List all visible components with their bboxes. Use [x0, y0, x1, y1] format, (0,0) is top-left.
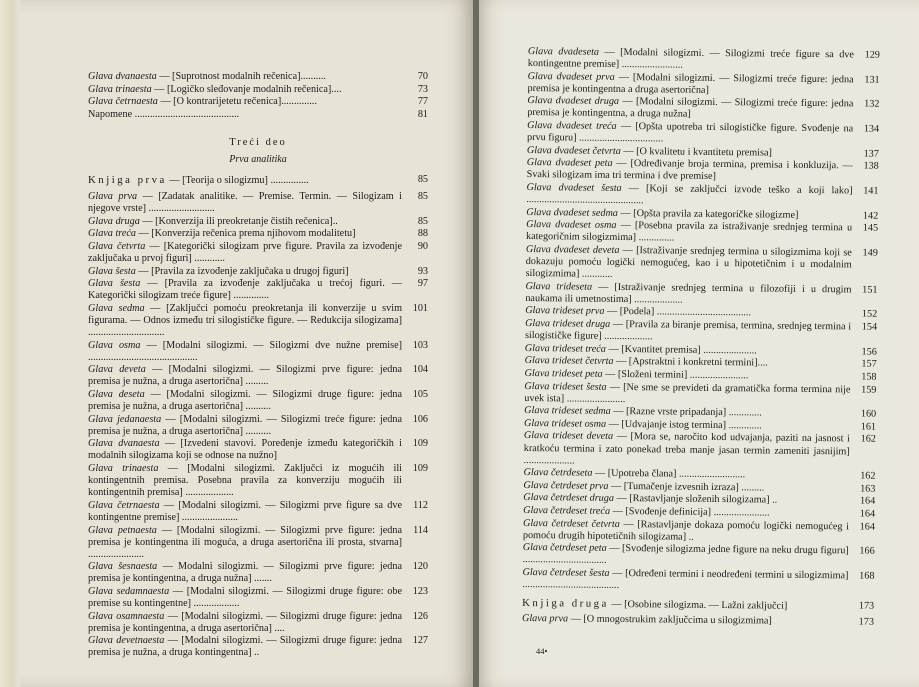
toc-entry — [88, 216, 428, 228]
chapter-label: Glava trideset osma — [523, 417, 607, 430]
chapter-title: — [Mora se, naročito kod udvajanja, paziti na jasnost i kratkoću termina i zato ponekad treba manje jasan termin zameniti jasnijim] .................... — [523, 431, 850, 467]
left-toc-column — [88, 71, 428, 660]
toc-entry — [88, 71, 428, 83]
chapter-title: — [Suprotnost modalnih rečenica].......... — [159, 71, 326, 82]
toc-entry — [88, 500, 428, 524]
chapter-title: — [Svođenje definicija] ...................... — [612, 505, 770, 519]
chapter-title: — [Pravila za biranje premisa, termina, srednjeg termina i silogističke figure] ................... — [524, 318, 852, 343]
page-number: 157 — [861, 358, 877, 371]
chapter-label: Glava trideset sedma — [524, 405, 611, 418]
chapter-label: Glava devetnaesta — [88, 635, 165, 647]
chapter-label: Glava jedanaesta — [88, 413, 162, 425]
page-number: 137 — [863, 148, 879, 160]
toc-entry — [88, 96, 428, 108]
folio-mark: 44• — [536, 646, 548, 656]
toc-entry — [523, 518, 875, 546]
section-subtitle: Prva analitika — [229, 153, 287, 165]
chapter-label: Glava četvrta — [88, 240, 146, 252]
page-number: 168 — [859, 570, 875, 582]
chapter-title: — [Pravila za izvođenje zaključaka u trećoj figuri. — Kategorički silogizam treće figure] .............. — [88, 278, 402, 302]
chapter-label: Glava druga — [88, 215, 140, 227]
chapter-title: — [Kvantitet premisa] ..................... — [608, 343, 757, 357]
page-number: 164 — [859, 495, 876, 508]
toc-entry — [88, 586, 428, 610]
toc-entry — [88, 303, 428, 339]
toc-entry — [526, 244, 878, 284]
right-toc-column — [522, 46, 880, 629]
chapter-title: — [Modalni silogizmi. — Silogizmi prve figure sa dve kontingentne premise] ...................... — [88, 499, 402, 523]
toc-list — [88, 191, 428, 660]
page-number: 123 — [412, 585, 428, 597]
toc-entry — [527, 157, 879, 185]
chapter-label: Glava dvadeset prva — [527, 70, 615, 83]
page-number: 156 — [861, 346, 877, 358]
chapter-label: Glava dvadeset šesta — [526, 182, 622, 195]
chapter-title: — [Opšta upotreba tri silogističke figure. Svođenje na prvu figuru] ................................. — [526, 121, 854, 145]
chapter-title: — [Kategorički silogizam prve figure. Pravila za izvođenje zaključaka u prvoj figuri] ............ — [88, 240, 403, 264]
toc-entry — [88, 266, 428, 278]
page-number: 161 — [860, 421, 877, 433]
page-edge — [0, 0, 20, 687]
toc-entry — [88, 191, 428, 215]
chapter-label: Glava trideset druga — [525, 318, 611, 330]
chapter-label: Glava dvadeset sedma — [526, 206, 618, 219]
chapter-label: Glava deveta — [88, 364, 146, 376]
chapter-label: Glava dvadeseta — [527, 46, 600, 58]
chapter-label: Glava dvanaesta — [88, 438, 160, 450]
chapter-label: Glava trinaesta — [88, 463, 159, 475]
chapter-label: Glava deseta — [88, 388, 145, 400]
chapter-title: — [Koji se zaključci izvode teško a koji lako] .............................................. — [526, 183, 853, 207]
page-number: 120 — [412, 561, 428, 573]
section-title: Treći deo — [229, 136, 287, 148]
chapter-title: — [Ne sme se prevideti da gramatička forma termina nije uvek ista] ....................... — [524, 381, 851, 405]
chapter-title: — [Rastavljanje složenih silogizama] .. — [616, 493, 778, 507]
chapter-title: — [Konverzija ili preokretanje čistih rečenica].. — [142, 215, 338, 227]
toc-entry — [527, 95, 879, 123]
page-number: 93 — [417, 265, 428, 277]
toc-entry — [525, 318, 877, 346]
toc-entry — [524, 430, 876, 470]
toc-entry — [88, 389, 428, 413]
chapter-title: — [Modalni silogizmi. — Silogizmi treće figure: jedna premisa je kontingentna, a druga nužna] — [527, 96, 854, 121]
book-label: Knjiga prva — [88, 173, 167, 186]
page-number: 103 — [412, 339, 428, 351]
chapter-title: — [Pravila za izvođenje zaključaka u drugoj figuri] — [138, 265, 349, 277]
page-number: 164 — [859, 521, 876, 533]
chapter-label: Glava četrnaesta — [88, 96, 158, 108]
page-number: 173 — [858, 616, 875, 628]
chapter-title: — [Modalni silogizmi. — Silogizmi druge figure: jedna premisa je nužna, a druga asertorična] .......... — [88, 388, 402, 413]
chapter-title: — [Upotreba člana] .......................... — [594, 467, 746, 481]
book-page: 173 — [858, 600, 875, 612]
book-title: — [Teorija o silogizmu] ............... — [169, 174, 309, 186]
chapter-label: Glava trideset treća — [524, 342, 606, 355]
chapter-label: Glava dvadeset treća — [527, 120, 617, 132]
chapter-label: Glava dvanaesta — [88, 71, 157, 82]
chapter-label: Glava dvadeset osma — [526, 219, 617, 232]
page-number: 145 — [862, 222, 879, 234]
chapter-label: Glava petnaesta — [88, 524, 157, 536]
chapter-label: Glava trideset deveta — [523, 430, 614, 443]
chapter-title: — [O kontrarijetetu rečenica].............. — [160, 96, 317, 108]
chapter-title: — [Modalni silogizmi. — Silogizmi treće figure: jedna premisa je kontingentna a druga asertorična] — [527, 71, 854, 96]
chapter-title: — [Svođenje silogizma jedne figure na neku drugu figuru] ................................. — [522, 543, 849, 567]
chapter-label: Glava šesta — [88, 278, 141, 290]
page-number: 105 — [412, 388, 428, 400]
chapter-label: Glava trinaesta — [88, 83, 152, 95]
chapter-title: — [Modalni silogizmi. — Silogizmi treće figure sa dve kontingentne premise] ........................ — [527, 46, 854, 71]
page-number: 126 — [412, 610, 428, 622]
chapter-label: Glava šesta — [88, 265, 136, 277]
page-number: 154 — [861, 321, 878, 333]
page-number: 163 — [860, 483, 876, 495]
chapter-label: Glava trideset peta — [524, 367, 603, 380]
toc-entry — [88, 228, 428, 240]
toc-entry — [88, 561, 428, 585]
page-number: 73 — [417, 83, 428, 95]
chapter-title: — [Modalni silogizmi. — Silogizmi dve nužne premise] ........................................... — [88, 339, 402, 363]
page-number: 134 — [863, 123, 880, 135]
toc-entry — [88, 463, 428, 499]
page-number: 70 — [417, 71, 428, 82]
chapter-title: — [Konverzija rečenica prema njihovom modalitetu] — [138, 228, 356, 240]
page-number: 90 — [417, 240, 428, 252]
chapter-label: Glava četrdeset peta — [522, 542, 607, 555]
chapter-label: Glava sedma — [88, 302, 145, 314]
chapter-label: Glava treća — [88, 228, 136, 240]
chapter-title: — Modalni silogizmi. — Silogizmi prve figure: jedna premisa je kontingentna, a druga nužna] ....... — [88, 561, 402, 585]
chapter-title: — [O mnogostrukim zaključcima u silogizmima] — [570, 613, 772, 627]
toc-entry — [88, 84, 428, 96]
toc-entry — [526, 182, 878, 210]
page-number: 109 — [412, 438, 428, 450]
page-number: 162 — [860, 433, 876, 446]
book-page: 85 — [417, 173, 428, 185]
chapter-label: Glava osma — [88, 339, 141, 351]
page-number: 152 — [861, 308, 878, 321]
chapter-label: Glava trideset četvrta — [524, 355, 614, 368]
book-heading — [522, 597, 874, 614]
toc-entry — [88, 438, 428, 462]
toc-entry — [522, 567, 874, 595]
page-number: 112 — [413, 499, 428, 511]
toc-entry — [526, 219, 878, 247]
page-number: 101 — [412, 302, 428, 314]
page-number: 97 — [417, 278, 428, 290]
page-number: 138 — [863, 160, 879, 173]
toc-entry — [525, 281, 877, 309]
chapter-title: — [Tumačenje izvesnih izraza] ......... — [610, 480, 765, 494]
chapter-title: — [Logičko sleđovanje modalnih rečenica].... — [154, 83, 342, 95]
chapter-title: — [Zaključci pomoću preokretanja ili konverzije u svim figurama. — Odnos između tri silogističke figure. — Redukcija silogizama] .............................. — [88, 302, 402, 338]
chapter-label: Glava četrdeset šesta — [522, 566, 610, 579]
toc-entry — [524, 381, 876, 409]
page-number: 109 — [412, 463, 428, 475]
page-number: 166 — [859, 545, 875, 557]
page-number: 77 — [417, 96, 428, 108]
chapter-title: — [Modalni silogizmi. — Silogizmi druge figure: jedna premisa je kontingentna, a druga asertorična] .... — [88, 610, 402, 634]
page-number: 142 — [862, 210, 879, 222]
chapter-title: — [Podela] ..................................... — [606, 306, 752, 319]
page-number: 141 — [863, 185, 879, 197]
chapter-title: — [Određeni termini i neodređeni termini u silogizmima] ...................................... — [522, 567, 849, 592]
page-number: 149 — [862, 247, 878, 259]
chapter-label: Glava trideset prva — [525, 305, 605, 318]
toc-entry — [88, 525, 428, 561]
page-number: 158 — [861, 371, 877, 383]
chapter-label: Glava dvadeset druga — [527, 95, 620, 108]
chapter-title: — [Razne vrste pripadanja] ............. — [613, 406, 762, 419]
page-number: 114 — [413, 524, 428, 536]
chapter-title: — [Apstraktni i konkretni termini].... — [616, 356, 768, 369]
chapter-label: Glava osamnaesta — [88, 610, 165, 622]
chapter-title: — [Opšta pravila za kategoričke silogizme] — [620, 207, 799, 221]
chapter-title: — [Zadatak analitike. — Premise. Termin. — Silogizam i njegove vrste] .......................... — [88, 190, 403, 215]
chapter-label: Glava prva — [521, 613, 569, 625]
chapter-label: Glava šesnaesta — [88, 561, 158, 573]
toc-entry — [88, 340, 428, 364]
chapter-title: — [Istraživanje srednjeg termina u silogizmima koji se dokazuju pomoću logički nemogućeg, kao i u hipotetičnim i u modalnim silogizmima] ............ — [525, 245, 852, 281]
toc-entry — [88, 635, 428, 659]
page-number: 127 — [412, 635, 428, 647]
chapter-label: Glava četrnaesta — [88, 499, 160, 511]
chapter-title: — [Modalni silogizmi. — Silogizmi treće figure: jedna premisa je nužna, a druga asertorična] .......... — [88, 413, 403, 437]
page-number: 85 — [417, 215, 428, 227]
toc-entry — [88, 109, 428, 121]
toc-list-top — [88, 71, 428, 121]
book-title: — [Osobine silogizma. — Lažni zaključci] — [611, 599, 788, 612]
chapter-title: — [Izvedeni stavovi. Poređenje između kategoričkih i modalnih silogizama koji se odnose na nužno] — [88, 438, 402, 462]
chapter-title: — [Modalni silogizmi. — Silogizmi druge figure: jedna premisa je nužna, a druga kontingentna] .. — [88, 635, 402, 659]
page-number: 104 — [412, 364, 428, 376]
toc-entry — [527, 120, 879, 148]
chapter-title: — [Određivanje broja termina, premisa i konkluzija. — Svaki silogizam ima tri termina i dve premise] — [526, 158, 853, 183]
page-number: 106 — [412, 413, 428, 425]
toc-entry — [88, 364, 428, 388]
chapter-title: — [Posebna pravila za istraživanje srednjeg termina u kategoričnim silogizmima] .............. — [525, 220, 853, 244]
chapter-label: Glava četrdeseta — [523, 467, 593, 479]
chapter-title: — [O kvalitetu i kvantitetu premisa] — [623, 145, 772, 159]
chapter-title: — [Modalni silogizmi. — Silogizmi prve figure: jedna premisa je kontingentna ili moguća, a druga asertorična ili prosta, stvarna] ...................... — [88, 524, 402, 560]
page-number: 85 — [417, 190, 428, 202]
chapter-label: Glava četrdeset treća — [523, 504, 611, 517]
toc-entry — [88, 278, 428, 302]
page-number: 131 — [864, 74, 880, 86]
chapter-title: — [Rastavljanje dokaza pomoću logički nemogućeg i pomoću drugih hipotetičnih silogizama] .. — [522, 518, 850, 543]
chapter-title: — [Udvajanje istog termina] ............. — [608, 418, 762, 432]
page-number: 81 — [417, 108, 428, 120]
toc-entry — [88, 414, 428, 438]
page-number: 151 — [862, 284, 878, 296]
chapter-label: Glava trideset šesta — [524, 380, 607, 393]
page-number: 132 — [864, 98, 880, 111]
chapter-label: Glava četrdeset četvrta — [522, 517, 620, 530]
chapter-title: — [Složeni termini] ....................... — [605, 368, 749, 382]
book-heading — [88, 174, 428, 187]
page-number: 129 — [864, 49, 880, 61]
chapter-label: Glava četrdeset druga — [523, 492, 615, 505]
chapter-title: — [Modalni silogizmi. Zaključci iz mogućih ili kontingentnih premisa. Posebna pravila za konverziju mogućih ili kontingentnih premisa] ................... — [88, 463, 403, 499]
chapter-label: Glava prva — [88, 190, 138, 202]
page-number: 88 — [417, 228, 428, 240]
chapter-label: Glava trideseta — [525, 280, 593, 293]
toc-entry — [528, 46, 880, 74]
toc-entry — [88, 241, 428, 265]
chapter-label: Glava dvadeset četvrta — [526, 144, 621, 157]
toc-list — [522, 46, 880, 595]
toc-entry — [527, 71, 879, 99]
chapter-title: Napomene ......................................... — [88, 108, 240, 120]
page-number: 164 — [859, 508, 876, 520]
chapter-label: Glava sedamnaesta — [88, 585, 170, 597]
book-label: Knjiga druga — [522, 597, 609, 611]
toc-entry — [523, 542, 875, 570]
chapter-title: — [Modalni silogizmi. — Silogizmi prve figure: jedna premisa je nužna, a druga asertorična] ......... — [88, 364, 402, 388]
chapter-title: — [Modalni silogizmi. — Silogizmi druge figure: obe premise su kontingentne] .................. — [88, 585, 403, 610]
chapter-label: Glava dvadeset deveta — [525, 243, 620, 256]
toc-entry — [88, 611, 428, 635]
page-number: 160 — [860, 408, 877, 420]
page-number: 162 — [860, 470, 876, 482]
page-number: 159 — [861, 384, 877, 396]
chapter-label: Glava četrdeset prva — [523, 479, 609, 492]
chapter-label: Glava dvadeset peta — [526, 157, 613, 170]
chapter-title: — [Istraživanje srednjeg termina u filozofiji i u drugim naukama ili umetnostima] ................... — [525, 281, 852, 306]
